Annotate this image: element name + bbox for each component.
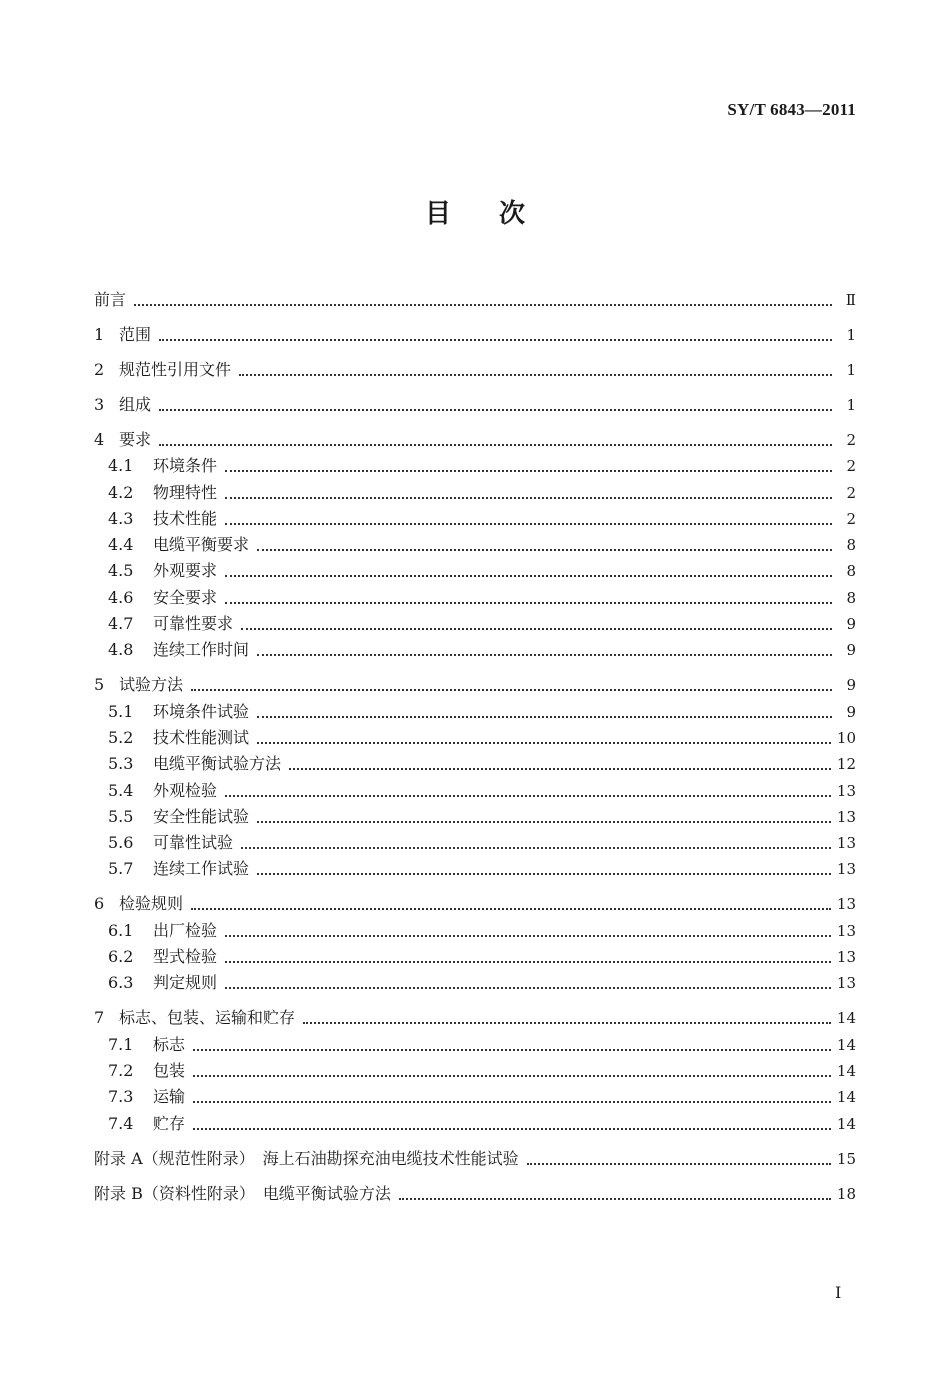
toc-entry[interactable] <box>94 748 856 774</box>
toc-entry-page: 8 <box>846 536 856 555</box>
toc-entry-label: 贮存 <box>153 1113 186 1133</box>
toc-entry-page: 9 <box>846 676 856 695</box>
toc-entry-number: 4.4 <box>108 535 134 555</box>
toc-entry[interactable] <box>94 345 856 380</box>
toc-entry[interactable] <box>94 1028 856 1054</box>
toc-entry[interactable] <box>94 450 856 476</box>
toc-entry-number: 7.2 <box>108 1060 134 1080</box>
toc-entry-number: 6 <box>94 894 105 914</box>
toc-entry-page: 13 <box>836 948 856 967</box>
toc-entry-label: 外观检验 <box>153 780 218 800</box>
dot-leader <box>159 338 832 341</box>
dot-leader <box>257 741 831 744</box>
toc-entry-number: 7.3 <box>108 1087 134 1107</box>
toc-entry-label: 要求 <box>119 430 152 449</box>
standard-code: SY/T 6843—2011 <box>727 100 856 119</box>
toc-entry-page: 2 <box>846 457 856 476</box>
toc-entry-number: 7 <box>94 1008 105 1028</box>
toc-entry-label: 组成 <box>119 395 152 414</box>
toc-entry-page: 2 <box>846 483 856 502</box>
toc-entry-number: 4 <box>94 430 105 449</box>
toc-entry-page: 1 <box>846 361 856 379</box>
toc-entry-page: 1 <box>846 396 856 414</box>
toc-entry-page: 14 <box>836 1114 856 1133</box>
dot-leader <box>241 846 831 849</box>
toc-entry-label: 外观要求 <box>153 561 218 581</box>
toc-entry-page: 8 <box>846 588 856 607</box>
toc-entry[interactable] <box>94 967 856 993</box>
page-number: I <box>835 1283 842 1302</box>
toc-entry-label: 型式检验 <box>153 947 218 967</box>
toc-entry-number: 5.6 <box>108 833 134 853</box>
toc-entry[interactable] <box>94 380 856 415</box>
toc-entry[interactable] <box>94 827 856 853</box>
toc-entry-label: 规范性引用文件 <box>119 360 232 379</box>
toc-entry[interactable] <box>94 695 856 721</box>
toc-entry-page: Ⅱ <box>845 291 856 309</box>
toc-entry-page: 8 <box>846 562 856 581</box>
toc-entry-number: 5.1 <box>108 701 134 721</box>
dot-leader <box>257 872 831 875</box>
toc-entry-page: 14 <box>836 1009 856 1028</box>
toc-entry[interactable] <box>94 1055 856 1081</box>
toc-entry-number: 4.6 <box>108 587 134 607</box>
toc-entry-number: 2 <box>94 360 105 379</box>
toc-entry-label: 前言 <box>94 290 127 309</box>
toc-entry[interactable] <box>94 415 856 450</box>
toc-entry[interactable] <box>94 608 856 634</box>
toc-entry[interactable] <box>94 993 856 1028</box>
dot-leader <box>241 627 832 630</box>
page-title: 目次 <box>424 199 573 229</box>
toc-entry-page: 13 <box>836 807 856 826</box>
toc-entry-label: 试验方法 <box>119 675 184 695</box>
dot-leader <box>193 1127 831 1130</box>
dot-leader <box>225 574 832 577</box>
toc-entry-page: 12 <box>836 755 856 774</box>
toc-entry-number: 3 <box>94 395 105 414</box>
toc-entry-label: 可靠性试验 <box>153 833 234 853</box>
toc-entry-label: 范围 <box>119 325 152 344</box>
toc-entry-label: 电缆平衡试验方法 <box>153 754 282 774</box>
dot-leader <box>191 907 831 910</box>
dot-leader <box>225 934 831 937</box>
dot-leader <box>225 496 832 499</box>
toc-entry-page: 15 <box>836 1149 856 1168</box>
toc-entry[interactable] <box>94 660 856 695</box>
toc-entry-label: 物理特性 <box>153 482 218 502</box>
toc-entry-number: 6.3 <box>108 973 134 993</box>
toc-entry-page: 13 <box>836 895 856 914</box>
toc-entry-label: 技术性能 <box>153 508 218 528</box>
toc-entry-number: 4.1 <box>108 456 134 476</box>
toc-entry-page: 14 <box>836 1035 856 1054</box>
dot-leader <box>239 373 832 376</box>
toc-entry-number: 4.5 <box>108 561 134 581</box>
dot-leader <box>191 688 832 691</box>
toc-entry-label: 附录 B（资料性附录） 电缆平衡试验方法 <box>94 1183 391 1203</box>
toc-entry-number: 5.3 <box>108 754 134 774</box>
toc-entry-number: 7.1 <box>108 1034 134 1054</box>
dot-leader <box>134 303 832 306</box>
table-of-contents <box>94 275 856 1204</box>
dot-leader <box>193 1100 831 1103</box>
toc-entry[interactable] <box>94 941 856 967</box>
toc-entry-label: 标志 <box>153 1034 186 1054</box>
toc-entry[interactable] <box>94 853 856 879</box>
toc-entry-number: 6.1 <box>108 920 134 940</box>
dot-leader <box>225 469 832 472</box>
toc-entry-label: 检验规则 <box>119 894 184 914</box>
toc-entry-label: 环境条件 <box>153 456 218 476</box>
toc-entry[interactable] <box>94 774 856 800</box>
toc-entry[interactable] <box>94 801 856 827</box>
toc-entry-number: 5 <box>94 675 105 695</box>
toc-entry-page: 2 <box>846 509 856 528</box>
toc-entry-label: 判定规则 <box>153 973 218 993</box>
toc-entry-number: 1 <box>94 325 105 344</box>
dot-leader <box>257 548 832 551</box>
toc-entry-page: 9 <box>846 641 856 660</box>
dot-leader <box>257 820 831 823</box>
toc-entry-number: 5.4 <box>108 780 134 800</box>
toc-entry-page: 13 <box>836 974 856 993</box>
toc-entry-page: 13 <box>836 921 856 940</box>
toc-entry[interactable] <box>94 1081 856 1107</box>
dot-leader <box>225 960 831 963</box>
toc-entry-page: 13 <box>836 860 856 879</box>
toc-entry-number: 4.8 <box>108 640 134 660</box>
toc-entry-page: 14 <box>836 1088 856 1107</box>
toc-entry[interactable] <box>94 555 856 581</box>
dot-leader <box>289 767 831 770</box>
toc-entry[interactable] <box>94 581 856 607</box>
toc-entry[interactable] <box>94 1134 856 1169</box>
toc-entry-number: 5.2 <box>108 727 134 747</box>
dot-leader <box>303 1021 831 1024</box>
toc-entry-number: 4.2 <box>108 482 134 502</box>
dot-leader <box>159 408 832 411</box>
toc-entry-page: 14 <box>836 1061 856 1080</box>
dot-leader <box>193 1048 831 1051</box>
toc-entry-label: 环境条件试验 <box>153 701 250 721</box>
toc-entry-label: 连续工作试验 <box>153 859 250 879</box>
dot-leader <box>527 1162 831 1165</box>
dot-leader <box>193 1074 831 1077</box>
toc-entry[interactable] <box>94 722 856 748</box>
dot-leader <box>225 986 831 989</box>
toc-entry-page: 13 <box>836 781 856 800</box>
toc-entry-label: 包装 <box>153 1060 186 1080</box>
toc-entry-label: 运输 <box>153 1087 186 1107</box>
toc-entry[interactable] <box>94 476 856 502</box>
toc-entry-number: 6.2 <box>108 947 134 967</box>
toc-entry[interactable] <box>94 529 856 555</box>
toc-entry[interactable] <box>94 310 856 345</box>
dot-leader <box>399 1197 831 1200</box>
toc-entry-label: 安全要求 <box>153 587 218 607</box>
toc-entry-page: 2 <box>846 431 856 449</box>
toc-entry-label: 出厂检验 <box>153 920 218 940</box>
toc-entry-page: 1 <box>846 326 856 344</box>
toc-entry[interactable] <box>94 879 856 914</box>
dot-leader <box>225 522 832 525</box>
toc-entry-label: 连续工作时间 <box>153 640 250 660</box>
toc-entry-number: 7.4 <box>108 1113 134 1133</box>
dot-leader <box>159 443 832 446</box>
toc-entry[interactable] <box>94 1107 856 1133</box>
toc-entry-label: 附录 A（规范性附录） 海上石油勘探充油电缆技术性能试验 <box>94 1148 519 1168</box>
toc-entry[interactable] <box>94 275 856 310</box>
toc-entry-page: 9 <box>846 615 856 634</box>
dot-leader <box>257 715 832 718</box>
toc-entry[interactable] <box>94 1169 856 1204</box>
toc-entry-number: 4.7 <box>108 614 134 634</box>
toc-entry-page: 10 <box>836 728 856 747</box>
toc-entry[interactable] <box>94 503 856 529</box>
toc-entry[interactable] <box>94 634 856 660</box>
toc-entry-page: 18 <box>836 1184 856 1203</box>
toc-entry[interactable] <box>94 914 856 940</box>
dot-leader <box>257 653 832 656</box>
toc-entry-number: 4.3 <box>108 508 134 528</box>
toc-entry-label: 标志、包装、运输和贮存 <box>119 1008 296 1028</box>
dot-leader <box>225 601 832 604</box>
toc-entry-label: 电缆平衡要求 <box>153 535 250 555</box>
toc-entry-label: 安全性能试验 <box>153 806 250 826</box>
dot-leader <box>225 794 831 797</box>
toc-entry-number: 5.5 <box>108 806 134 826</box>
toc-entry-number: 5.7 <box>108 859 134 879</box>
toc-entry-page: 13 <box>836 834 856 853</box>
toc-entry-label: 技术性能测试 <box>153 727 250 747</box>
toc-entry-page: 9 <box>846 702 856 721</box>
toc-entry-label: 可靠性要求 <box>153 614 234 634</box>
